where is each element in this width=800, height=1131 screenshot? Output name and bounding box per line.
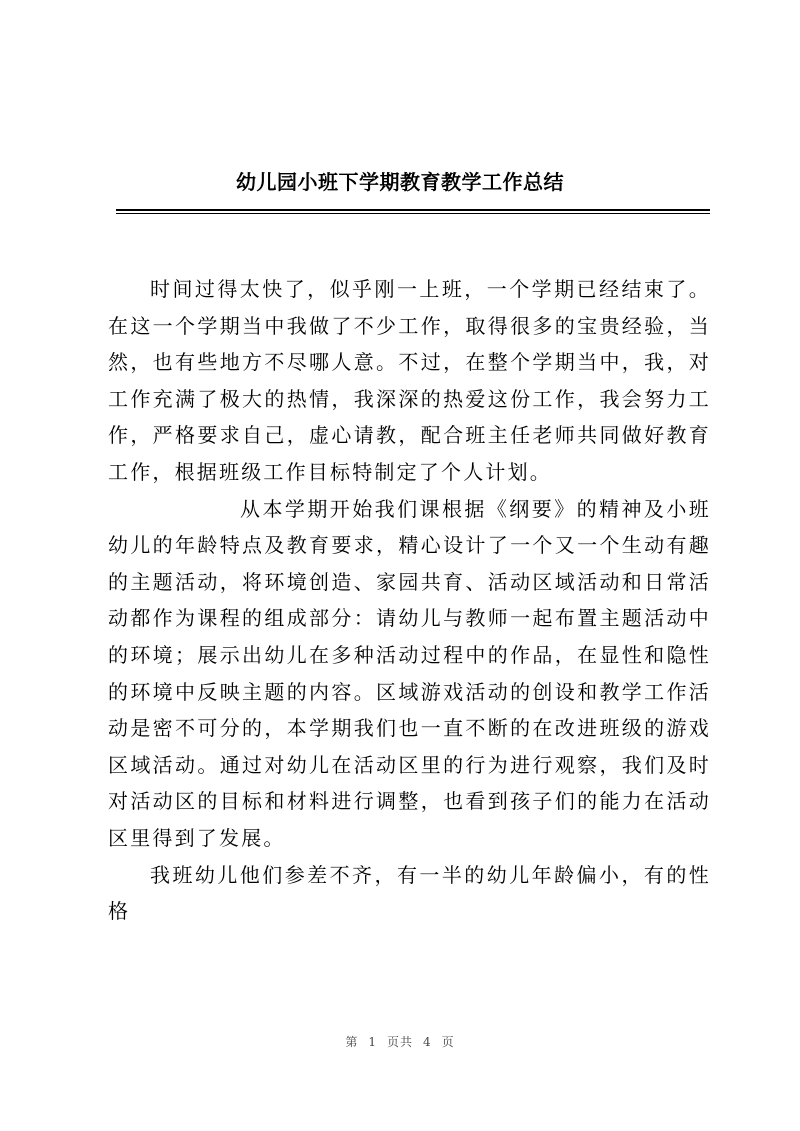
- footer-current-page: 1: [368, 1035, 377, 1049]
- footer-suffix: 页: [441, 1035, 455, 1049]
- footer-total-pages: 4: [423, 1035, 432, 1049]
- document-body: [108, 271, 711, 930]
- title-underline-thick: [116, 209, 710, 211]
- page-footer: [0, 1033, 800, 1050]
- title-underline-thin: [116, 213, 710, 214]
- paragraph-1: 时间过得太快了，似乎刚一上班，一个学期已经结束了。在这一个学期当中我做了不少工作，取得很多的宝贵经验，当然，也有些地方不尽哪人意。不过，在整个学期当中，我，对工作充满了极大的热情，我深深的热爱这份工作，我会努力工作，严格要求自己，虚心请教，配合班主任老师共同做好教育工作，根据班级工作目标特制定了个人计划。: [108, 277, 711, 484]
- footer-prefix: 第: [345, 1035, 359, 1049]
- footer-middle: 页共: [386, 1035, 413, 1049]
- paragraph-2: 从本学期开始我们课根据《纲要》的精神及小班幼儿的年龄特点及教育要求，精心设计了一个又一个生动有趣的主题活动，将环境创造、家园共育、活动区域活动和日常活动都作为课程的组成部分：请幼儿与教师一起布置主题活动中的环境；展示出幼儿在多种活动过程中的作品，在显性和隐性的环境中反映主题的内容。区域游戏活动的创设和教学工作活动是密不可分的，本学期我们也一直不断的在改进班级的游戏区域活动。通过对幼儿在活动区里的行为进行观察，我们及时对活动区的目标和材料进行调整，也看到孩子们的能力在活动区里得到了发展。: [108, 496, 711, 850]
- paragraph-3: 我班幼儿他们参差不齐，有一半的幼儿年龄偏小，有的性格: [108, 862, 711, 924]
- document-title: 幼儿园小班下学期教育教学工作总结: [236, 170, 564, 194]
